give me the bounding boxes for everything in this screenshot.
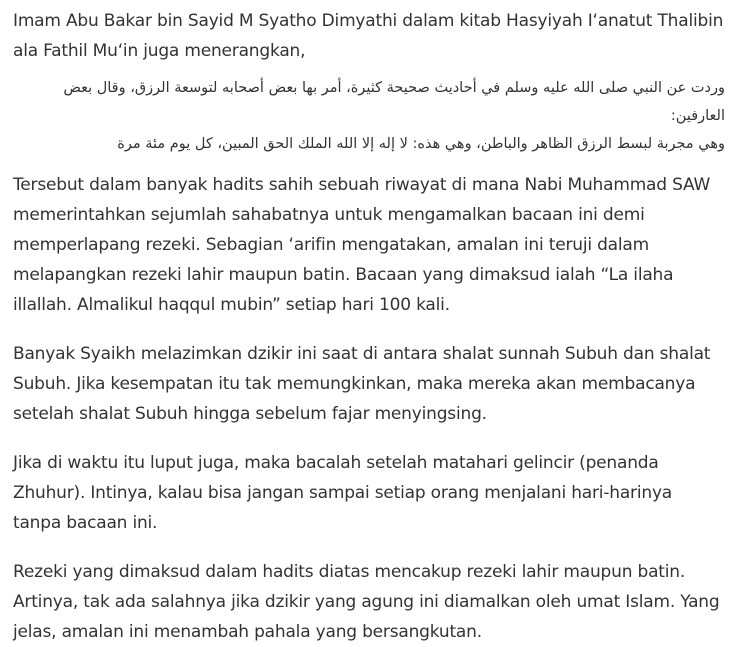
arabic-quote: [13, 74, 725, 158]
intro-paragraph: Imam Abu Bakar bin Sayid M Syatho Dimyathi dalam kitab Hasyiyah I‘anatut Thalibin ala Fathil Mu‘in juga menerangkan,: [13, 11, 724, 61]
body-paragraph: Jika di waktu itu luput juga, maka bacalah setelah matahari gelincir (penanda Zhuhur). Intinya, kalau bisa jangan sampai setiap orang menjalani hari-harinya tanpa bacaan ini.: [13, 453, 673, 533]
article-body: [13, 6, 725, 647]
body-paragraph: Banyak Syaikh melazimkan dzikir ini saat di antara shalat sunnah Subuh dan shalat Subuh. Jika kesempatan itu tak memungkinkan, maka mereka akan membacanya setelah shalat Subuh hingga sebelum fajar menyingsing.: [13, 344, 711, 424]
body-paragraph: Tersebut dalam banyak hadits sahih sebuah riwayat di mana Nabi Muhammad SAW memerintahkan sejumlah sahabatnya untuk mengamalkan bacaan ini demi memperlapang rezeki. Sebagian ‘arifin mengatakan, amalan ini teruji dalam melapangkan rezeki lahir maupun batin. Bacaan yang dimaksud ialah “La ilaha illallah. Almalikul haqqul mubin” setiap hari 100 kali.: [13, 175, 711, 315]
arabic-quote-line: وردت عن النبي صلى الله عليه وسلم في أحاديث صحيحة كثيرة، أمر بها بعض أصحابه لتوسعة الرزق، وقال بعض العارفين:: [63, 80, 725, 124]
body-paragraph: Rezeki yang dimaksud dalam hadits diatas mencakup rezeki lahir maupun batin. Artinya, tak ada salahnya jika dzikir yang agung ini diamalkan oleh umat Islam. Yang jelas, amalan ini menambah pahala yang bersangkutan.: [13, 562, 720, 642]
arabic-quote-line: وهي مجربة لبسط الرزق الظاهر والباطن، وهي هذه: لا إله إلا الله الملك الحق المبين، كل يوم مئة مرة: [117, 136, 725, 152]
